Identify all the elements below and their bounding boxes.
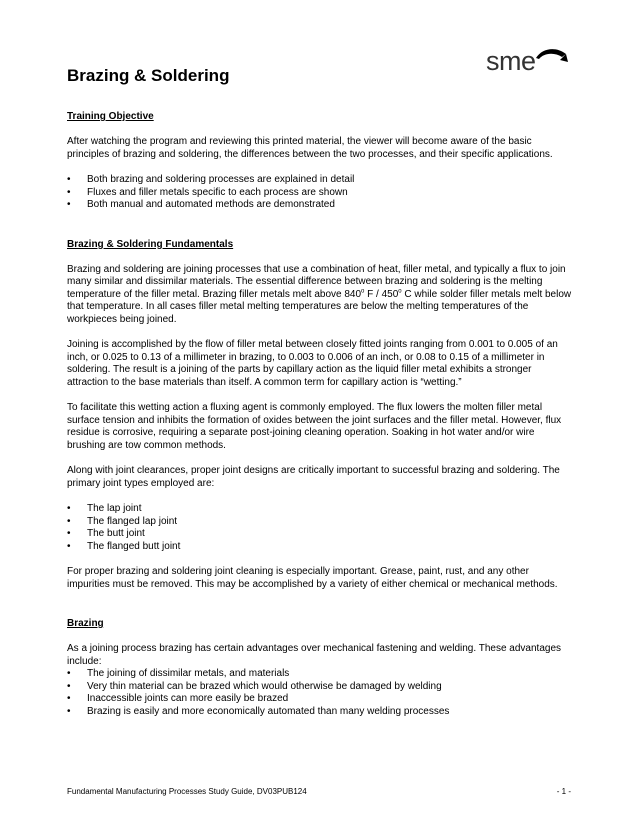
brazing-advantages-list [67, 668, 572, 718]
fundamentals-paragraph-4: Along with joint clearances, proper joint designs are critically important to successful brazing and soldering. The primary joint types employed are: [67, 465, 560, 489]
list-item: • Fluxes and filler metals specific to each process are shown [67, 186, 348, 198]
footer-text: Fundamental Manufacturing Processes Study Guide, DV03PUB124 [67, 787, 307, 796]
logo-swoosh-icon [486, 44, 570, 84]
page-number: - 1 - [556, 787, 571, 796]
list-item: • The joining of dissimilar metals, and materials [67, 668, 290, 679]
brazing-intro: As a joining process brazing has certain advantages over mechanical fastening and welding. These advantages include: [67, 643, 562, 667]
section-heading-brazing: Brazing [67, 618, 104, 629]
fundamentals-paragraph-5: For proper brazing and soldering joint cleaning is especially important. Grease, paint, rust, and any other impurities must be removed. This may be accomplished by a variety of either chemical or mechanical methods. [67, 566, 558, 590]
section-heading-training-objective: Training Objective [67, 111, 154, 122]
list-item: • The lap joint [67, 503, 142, 514]
list-item: • Very thin material can be brazed which would otherwise be damaged by welding [67, 680, 442, 692]
objective-intro: After watching the program and reviewing this printed material, the viewer will become aware of the basic principles of brazing and soldering, the differences between the two processes, and their specific applications. [67, 136, 553, 160]
document-body [67, 110, 572, 731]
list-item: • The flanged butt joint [67, 540, 181, 552]
list-item: • The flanged lap joint [67, 515, 178, 527]
list-item: • Both brazing and soldering processes are explained in detail [67, 174, 355, 185]
list-item: • Inaccessible joints can more easily be brazed [67, 693, 289, 704]
fundamentals-paragraph-1: Brazing and soldering are joining processes that use a combination of heat, filler metal, and typically a flux to join many similar and dissimilar materials. The essential difference between brazing and soldering is the melting temperature of the filler metal. Brazing filler metals melt above 840$^o$ F / 450$^o$ C while solder filler metals melt below that temperature. In all cases filler metal melting temperatures are below the melting temperatures of the workpieces being joined. [67, 263, 572, 325]
section-heading-fundamentals: Brazing & Soldering Fundamentals [67, 238, 234, 250]
fundamentals-paragraph-3: To facilitate this wetting action a fluxing agent is commonly employed. The flux lowers the molten filler metal surface tension and inhibits the formation of oxides between the joint surfaces and the filler metal. However, flux residue is corrosive, requiring a separate post-joining cleaning operation. Soaking in hot water and/or wire brushing are tow common methods. [67, 402, 562, 451]
objective-list [67, 174, 572, 212]
joint-types-list [67, 503, 572, 553]
list-item: • Brazing is easily and more economically automated than many welding processes [67, 705, 450, 717]
sme-logo [486, 44, 570, 84]
page-title: Brazing & Soldering [67, 66, 230, 85]
list-item: • The butt joint [67, 528, 145, 539]
logo-text: sme [486, 46, 536, 76]
fundamentals-paragraph-2: Joining is accomplished by the flow of filler metal between closely fitted joints ranging from 0.001 to 0.005 of an inch, or 0.025 to 0.13 of a millimeter in brazing, to 0.003 to 0.006 of an inch, or 0.08 to 0.15 of a millimeter in soldering. The result is a joining of the parts by capillary action as the liquid filler metal exhibits a stronger attraction to the base materials than itself. A common term for capillary action is “wetting.” [67, 339, 558, 388]
list-item: • Both manual and automated methods are demonstrated [67, 199, 335, 210]
